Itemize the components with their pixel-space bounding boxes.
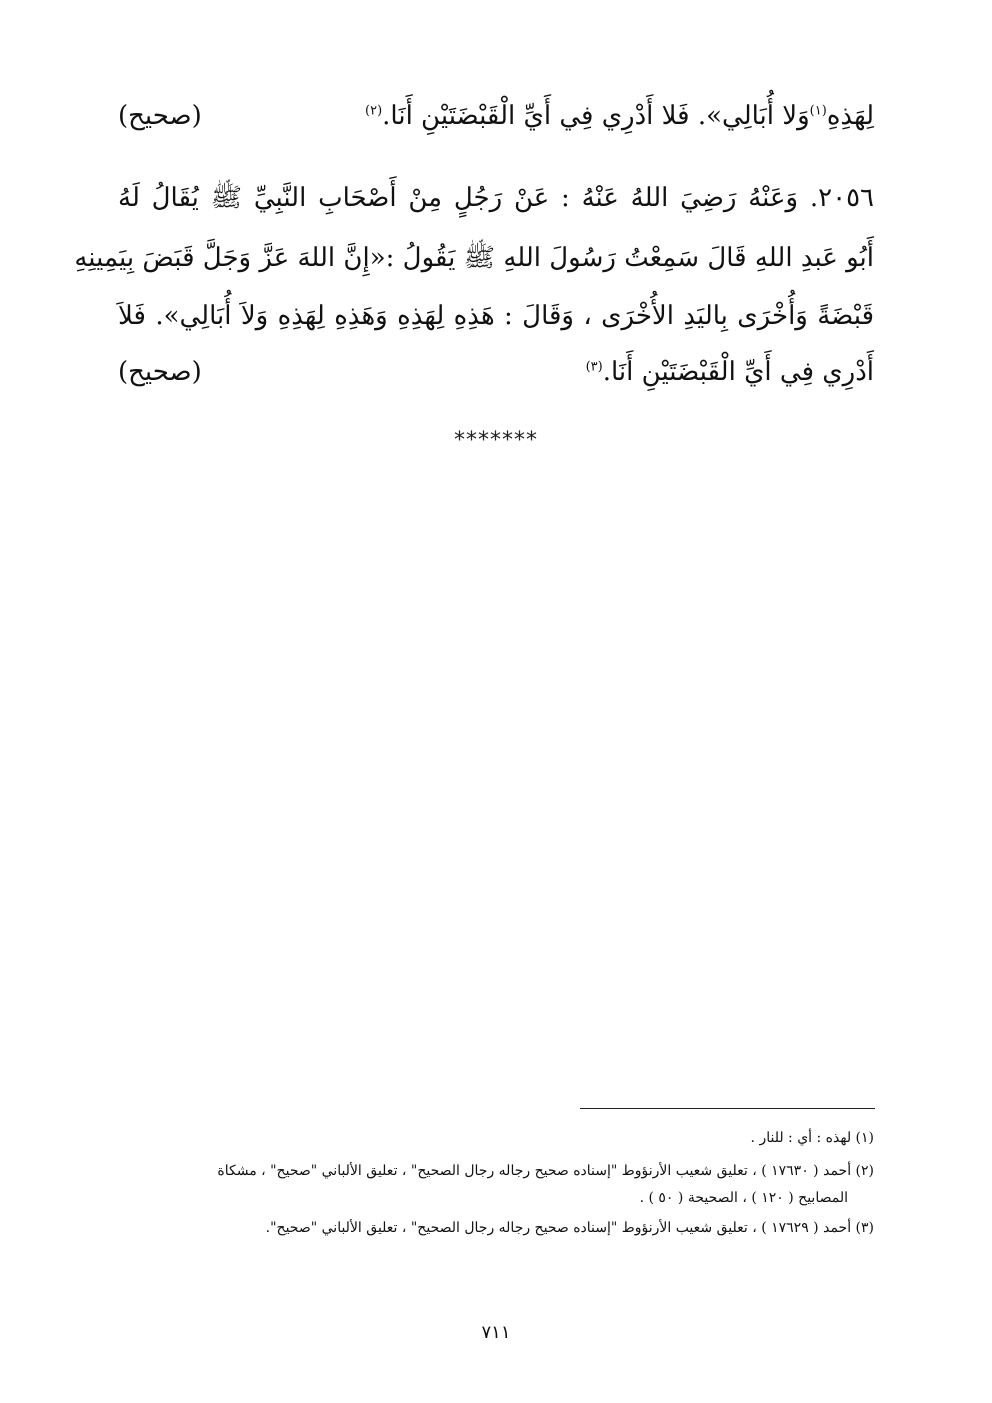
page-number: ٧١١ <box>481 1322 511 1343</box>
section-separator: ******* <box>454 428 538 453</box>
footnote-3: (٣) أحمد ( ١٧٦٢٩ ) ، تعليق شعيب الأرنؤوط "إسناده صحيح رجاله رجال الصحيح" ، تعليق الألباني "صحيح". <box>265 1220 874 1236</box>
footnote-2-line-2: المصابيح ( ١٢٠ ) ، الصحيحة ( ٥٠ ) . <box>639 1190 848 1206</box>
text-line-1 <box>365 96 874 136</box>
footnote-marker-2[interactable]: (٢) <box>365 103 383 119</box>
text-fragment: وَلا أُبَالِي». فَلا أَدْرِي فِي أَيِّ الْقَبْضَتَيْنِ أَنَا. <box>382 101 810 131</box>
grade-label: (صحيح) <box>118 357 202 387</box>
footnote-marker-1[interactable]: (١) <box>809 103 827 119</box>
grade-label: (صحيح) <box>118 101 202 131</box>
footnote-2-line-1: (٢) أحمد ( ١٧٦٣٠ ) ، تعليق شعيب الأرنؤوط "إسناده صحيح رجاله رجال الصحيح" ، تعليق الألباني "صحيح" ، مشكاة <box>217 1163 874 1179</box>
footnote-divider <box>580 1108 875 1109</box>
footnote-marker-3[interactable]: (٣) <box>585 359 603 375</box>
text-fragment: لِهَذِهِ <box>826 101 874 131</box>
hadith-line-1: ٢٠٥٦. وَعَنْهُ رَضِيَ اللهُ عَنْهُ : عَنْ رَجُلٍ مِنْ أَصْحَابِ النَّبِيِّ ﷺ يُقَالُ لَهُ <box>118 183 874 213</box>
footnote-1: (١) لهذه : أي : للنار . <box>750 1130 874 1146</box>
hadith-line-2: أَبُو عَبدِ اللهِ قَالَ سَمِعْتُ رَسُولَ اللهِ ﷺ يَقُولُ :«إِنَّ اللهَ عَزَّ وَجَلَّ قَبَضَ بِيَمِينِهِ <box>74 243 874 273</box>
text-fragment: أَدْرِي فِي أَيِّ الْقَبْضَتَيْنِ أَنَا. <box>602 357 874 387</box>
hadith-line-3: قَبْضَةً وَأُخْرَى بِاليَدِ الأُخْرَى ، وَقَالَ : هَذِهِ لِهَذِهِ وَهَذِهِ لِهَذِهِ وَلاَ أُبَالِي». فَلاَ <box>118 301 874 331</box>
hadith-line-4 <box>586 352 874 392</box>
